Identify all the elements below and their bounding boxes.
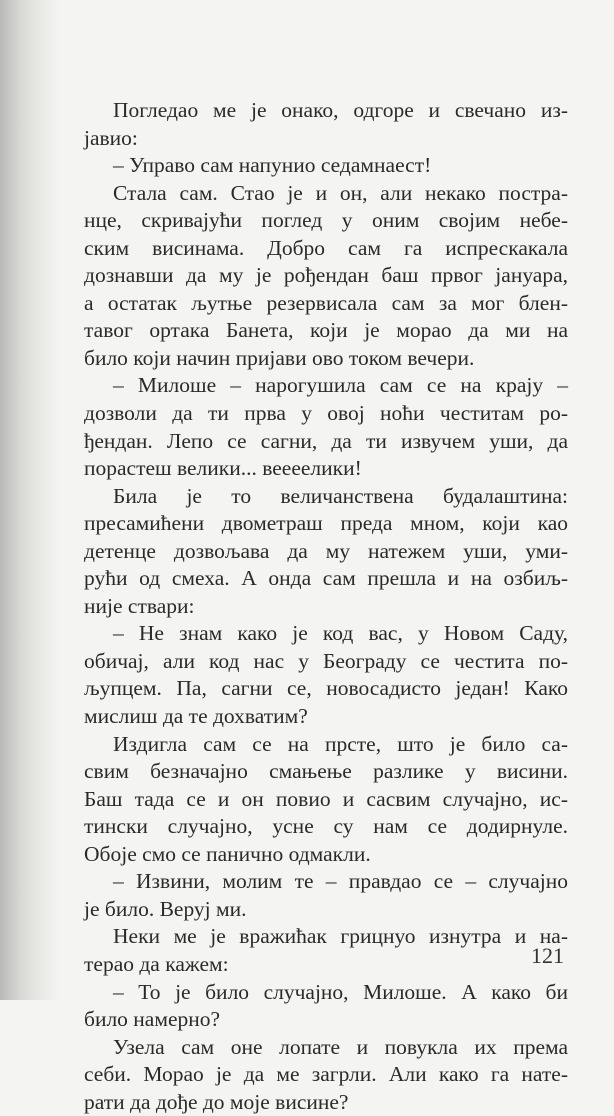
- text-line: било намерно?: [84, 1007, 221, 1032]
- text-line: јавио:: [84, 125, 138, 150]
- text-line: – Извини, молим те – правдао се – случајно: [113, 869, 568, 894]
- text-line: није ствари:: [84, 593, 195, 618]
- text-line: а остатак љутње резервисала сам за мог блен-: [84, 290, 568, 315]
- text-line: себи. Морао је да ме загрли. Али како га нате-: [84, 1062, 568, 1087]
- text-line: – То је било случајно, Милоше. А како би: [113, 979, 568, 1004]
- text-line: рући од смеха. А онда сам прешла и на озбиљ-: [84, 566, 568, 591]
- text-line: детенце дозвољава да му натежем уши, уми-: [84, 538, 568, 563]
- text-line: нце, скривајући поглед у оним својим небе-: [84, 208, 568, 233]
- text-line: ђендан. Лепо се сагни, да ти извучем уши, да: [84, 428, 568, 453]
- text-line: Погледао ме је онако, одгоре и свечано из-: [113, 98, 568, 122]
- text-line: терао да кажем:: [84, 951, 229, 976]
- text-line: свим безначајно смањење разлике у висини.: [84, 759, 568, 784]
- text-line: – Не знам како је код вас, у Новом Саду,: [113, 621, 568, 646]
- text-line: тавог ортака Банета, који је морао да ми на: [84, 318, 568, 343]
- text-line: било који начин пријави ово током вечери.: [84, 345, 475, 370]
- text-line: порастеш велики... веееелики!: [84, 456, 362, 481]
- text-line: Неки ме је вражићак грицнуо изнутра и на-: [113, 924, 568, 949]
- text-line: – Управо сам напунио седамнаест!: [113, 153, 432, 178]
- text-line: дознавши да му је рођендан баш првог јануара,: [84, 263, 568, 288]
- text-line: – Милоше – нарогушила сам се на крају –: [113, 373, 568, 398]
- text-line: тински случајно, усне су нам се додирнуле.: [84, 814, 568, 839]
- text-line: Била је то величанствена будалаштина:: [113, 483, 568, 508]
- text-line: ским висинама. Добро сам га испрескакала: [84, 235, 568, 260]
- text-line: Издигла сам се на прсте, што је било са-: [113, 731, 568, 756]
- book-gutter-shadow: [0, 0, 60, 1000]
- text-line: рати да дође до моје висине?: [84, 1089, 349, 1114]
- page-body-text: [84, 97, 568, 1116]
- text-line: љупцем. Па, сагни се, новосадисто један! Како: [84, 676, 568, 701]
- text-line: Узела сам оне лопате и повукла их према: [113, 1034, 568, 1059]
- text-line: обичај, али код нас у Београду се честита по-: [84, 648, 568, 673]
- page-number: 121: [531, 943, 564, 968]
- text-line: дозволи да ти прва у овој ноћи честитам ро-: [84, 401, 568, 426]
- text-line: је било. Веруј ми.: [84, 896, 247, 921]
- text-line: мислиш да те дохватим?: [84, 704, 308, 729]
- text-line: пресамићени двометраш преда мном, који као: [84, 511, 568, 536]
- text-line: Стала сам. Стао је и он, али некако пострa-: [113, 180, 568, 205]
- text-line: Баш тада се и он повио и сасвим случајно, ис-: [84, 786, 568, 811]
- text-line: Обоје смо се панично одмакли.: [84, 841, 371, 866]
